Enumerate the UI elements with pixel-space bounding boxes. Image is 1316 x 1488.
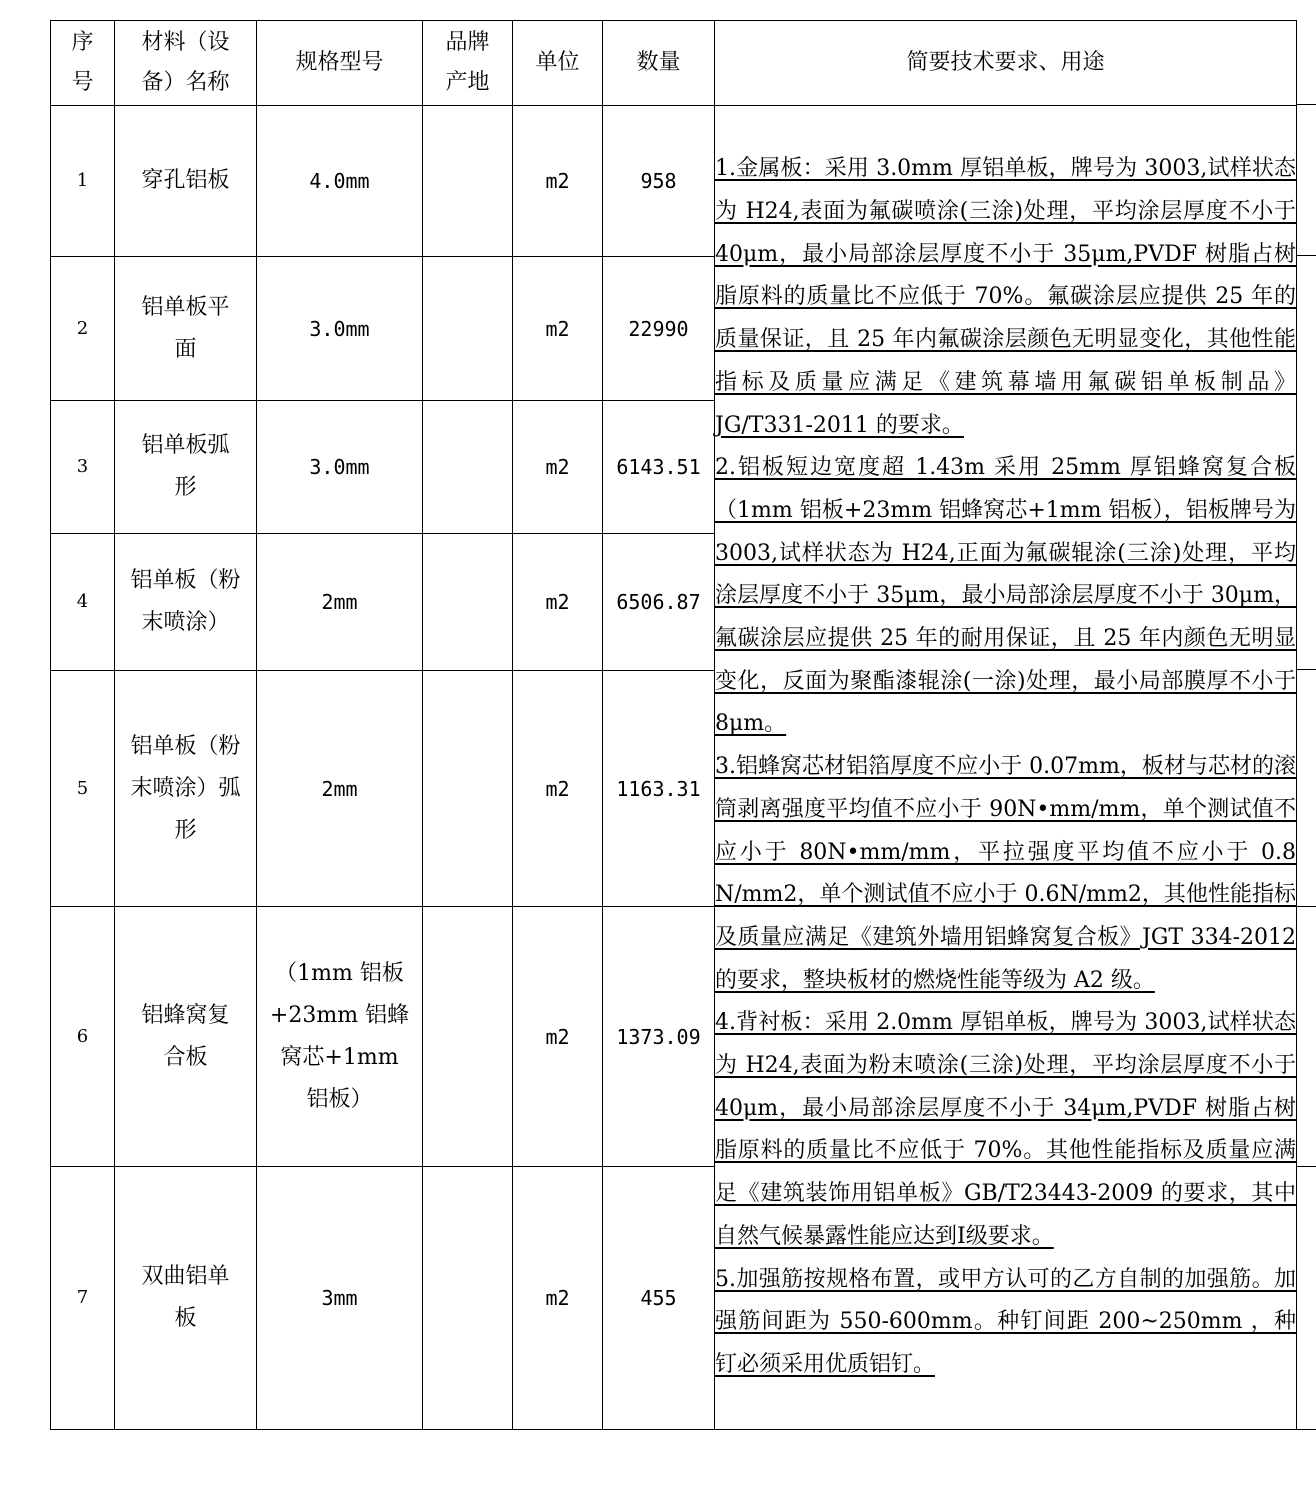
row-brand	[423, 106, 513, 257]
row-brand	[423, 671, 513, 907]
row-seq: 6	[51, 907, 115, 1167]
row-qty: 455	[603, 1167, 715, 1430]
row-unit: m2	[513, 671, 603, 907]
materials-table	[50, 20, 1297, 1430]
requirement-item-1: 1.金属板：采用 3.0mm 厚铝单板，牌号为 3003,试样状态为 H24,表面为氟碳喷涂(三涂)处理，平均涂层厚度不小于 40μm，最小局部涂层厚度不小于 35μm,PVDF 树脂占树脂原料的质量比不应低于 70%。氟碳涂层应提供 25 年的质量保证，且 25 年内氟碳涂层颜色无明显变化，其他性能指标及质量应满足《建筑幕墙用氟碳铝单板制品》JG/T331-2011 的要求。	[715, 156, 1296, 438]
requirement-item-2: 2.铝板短边宽度超 1.43m 采用 25mm 厚铝蜂窝复合板（1mm 铝板+23mm 铝蜂窝芯+1mm 铝板），铝板牌号为 3003,试样状态为 H24,正面为氟碳辊涂(三涂)处理，平均涂层厚度不小于 35μm，最小局部涂层厚度不小于 30μm，氟碳涂层应提供 25 年的耐用保证，且 25 年内颜色无明显变化，反面为聚酯漆辊涂(一涂)处理，最小局部膜厚不小于 8μm。	[715, 455, 1296, 737]
requirement-item-5: 5.加强筋按规格布置，或甲方认可的乙方自制的加强筋。加强筋间距为 550-600mm。种钉间距 200~250mm ，种钉必须采用优质铝钉。	[715, 1266, 1296, 1377]
row-spec: 3.0mm	[257, 257, 423, 401]
row-qty: 22990	[603, 257, 715, 401]
row-unit: m2	[513, 106, 603, 257]
row-unit: m2	[513, 401, 603, 534]
row-brand	[423, 257, 513, 401]
row-brand	[423, 401, 513, 534]
row-seq: 1	[51, 106, 115, 257]
row-spec: （1mm 铝板+23mm 铝蜂窝芯+1mm 铝板）	[257, 907, 423, 1167]
row-spec: 3mm	[257, 1167, 423, 1430]
row-qty: 958	[603, 106, 715, 257]
row-seq: 5	[51, 671, 115, 907]
header-req: 简要技术要求、用途	[715, 21, 1297, 106]
requirement-item-3: 3.铝蜂窝芯材铝箔厚度不应小于 0.07mm，板材与芯材的滚筒剥离强度平均值不应小于 90N•mm/mm，单个测试值不应小于 80N•mm/mm，平拉强度平均值不应小于 0.8 N/mm2，单个测试值不应小于 0.6N/mm2，其他性能指标及质量应满足《建筑外墙用铝蜂窝复合板》JGT 334-2012 的要求，整块板材的燃烧性能等级为 A2 级。	[715, 754, 1296, 993]
next-column-divider	[1296, 1166, 1316, 1167]
row-name: 铝单板平面	[115, 257, 257, 401]
row-brand	[423, 907, 513, 1167]
row-spec: 2mm	[257, 671, 423, 907]
row-name: 铝单板（粉末喷涂）弧形	[115, 671, 257, 907]
row-unit: m2	[513, 907, 603, 1167]
row-spec: 2mm	[257, 534, 423, 671]
header-qty: 数量	[603, 21, 715, 106]
table-row	[51, 106, 1297, 257]
next-column-divider	[1296, 104, 1316, 105]
row-brand	[423, 534, 513, 671]
row-name: 铝蜂窝复合板	[115, 907, 257, 1167]
row-qty: 6506.87	[603, 534, 715, 671]
requirements-cell	[715, 106, 1297, 1430]
row-name: 铝单板弧形	[115, 401, 257, 534]
row-name: 铝单板（粉末喷涂）	[115, 534, 257, 671]
next-column-divider	[1296, 906, 1316, 907]
header-spec: 规格型号	[257, 21, 423, 106]
row-spec: 3.0mm	[257, 401, 423, 534]
row-name: 穿孔铝板	[115, 106, 257, 257]
next-column-divider	[1296, 255, 1316, 256]
row-qty: 6143.51	[603, 401, 715, 534]
row-unit: m2	[513, 1167, 603, 1430]
row-unit: m2	[513, 534, 603, 671]
next-column-divider	[1296, 1429, 1316, 1430]
header-brand: 品牌产地	[423, 21, 513, 106]
row-seq: 7	[51, 1167, 115, 1430]
row-qty: 1163.31	[603, 671, 715, 907]
header-unit: 单位	[513, 21, 603, 106]
row-seq: 2	[51, 257, 115, 401]
header-seq: 序号	[51, 21, 115, 106]
row-seq: 4	[51, 534, 115, 671]
next-column-divider	[1296, 669, 1316, 670]
row-seq: 3	[51, 401, 115, 534]
requirements-text	[715, 148, 1296, 1386]
row-spec: 4.0mm	[257, 106, 423, 257]
requirement-item-4: 4.背衬板：采用 2.0mm 厚铝单板，牌号为 3003,试样状态为 H24,表面为粉末喷涂(三涂)处理，平均涂层厚度不小于 40μm，最小局部涂层厚度不小于 34μm,PVDF 树脂占树脂原料的质量比不应低于 70%。其他性能指标及质量应满足《建筑装饰用铝单板》GB/T23443-2009 的要求，其中自然气候暴露性能应达到Ⅰ级要求。	[715, 1010, 1296, 1249]
row-brand	[423, 1167, 513, 1430]
row-name: 双曲铝单板	[115, 1167, 257, 1430]
row-qty: 1373.09	[603, 907, 715, 1167]
table-header-row	[51, 21, 1297, 106]
next-column-edge	[1296, 20, 1316, 1430]
row-unit: m2	[513, 257, 603, 401]
header-name: 材料（设备）名称	[115, 21, 257, 106]
